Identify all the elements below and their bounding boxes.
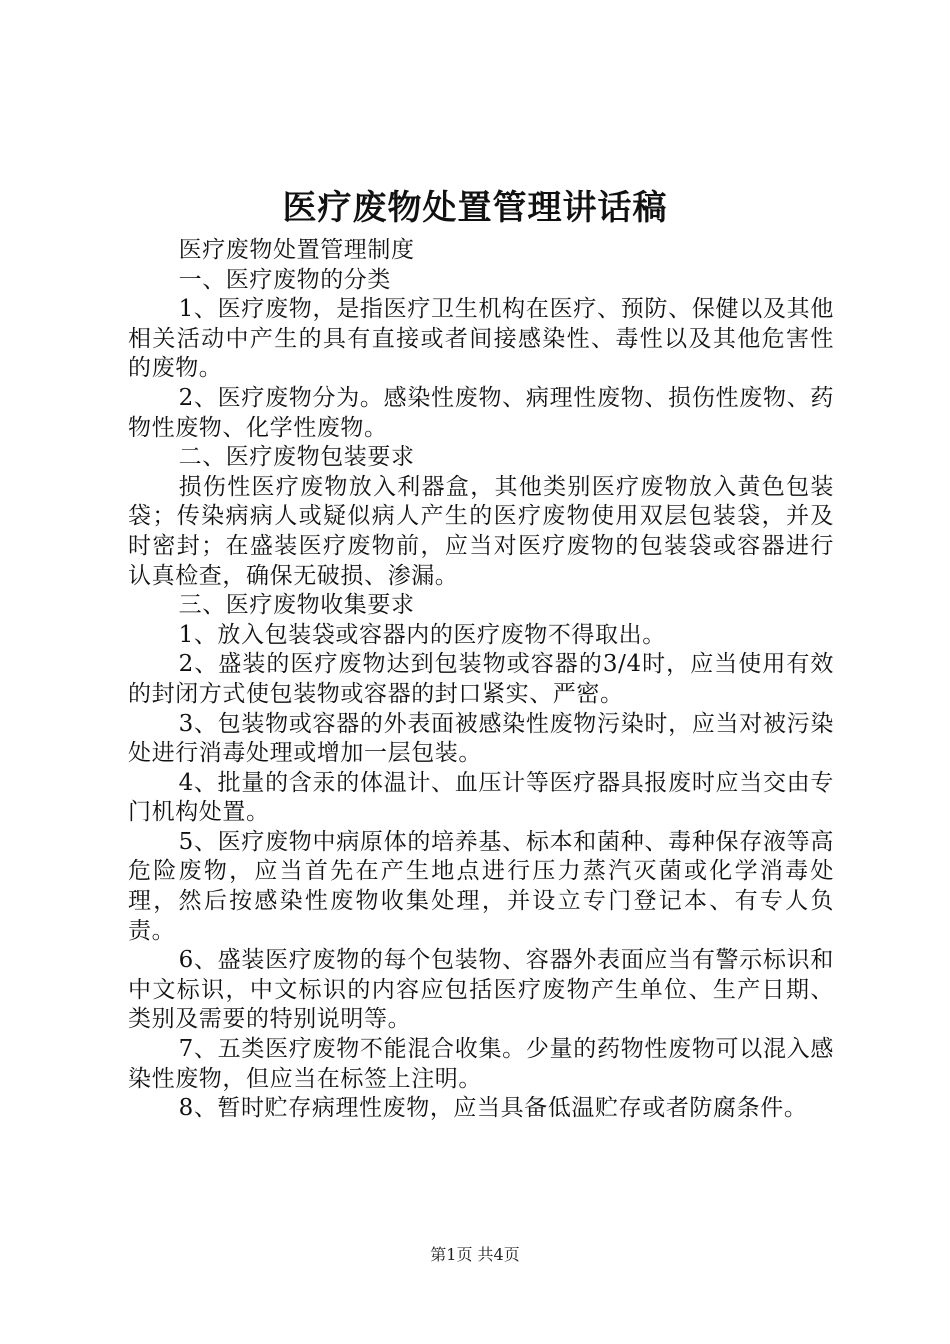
paragraph: 6、盛装医疗废物的每个包装物、容器外表面应当有警示标识和中文标识，中文标识的内容应包括医疗废物产生单位、生产日期、类别及需要的特别说明等。: [128, 947, 834, 1033]
paragraph: 1、放入包装袋或容器内的医疗废物不得取出。: [178, 621, 666, 648]
paragraph: 8、暂时贮存病理性废物，应当具备低温贮存或者防腐条件。: [178, 1095, 808, 1122]
section-heading: 二、医疗废物包装要求: [178, 444, 415, 471]
paragraph: 医疗废物处置管理制度: [178, 237, 415, 263]
paragraph: 2、医疗废物分为。感染性废物、病理性废物、损伤性废物、药物性废物、化学性废物。: [128, 384, 834, 441]
page-number-footer: 第1页 共4页: [430, 1245, 520, 1264]
section-heading: 三、医疗废物收集要求: [178, 592, 415, 619]
paragraph: 5、医疗废物中病原体的培养基、标本和菌种、毒种保存液等高危险废物，应当首先在产生地点进行压力蒸汽灭菌或化学消毒处理，然后按感染性废物收集处理，并设立专门登记本、有专人负责。: [128, 828, 834, 944]
paragraph: 损伤性医疗废物放入利器盒，其他类别医疗废物放入黄色包装袋；传染病病人或疑似病人产生的医疗废物使用双层包装袋，并及时密封；在盛装医疗废物前，应当对医疗废物的包装袋或容器进行认真检查，确保无破损、渗漏。: [128, 473, 834, 589]
paragraph: 3、包装物或容器的外表面被感染性废物污染时，应当对被污染处进行消毒处理或增加一层包装。: [128, 710, 834, 767]
document-title: 医疗废物处置管理讲话稿: [282, 188, 668, 228]
paragraph: 2、盛装的医疗废物达到包装物或容器的3/4时，应当使用有效的封闭方式使包装物或容器的封口紧实、严密。: [128, 651, 834, 707]
paragraph: 1、医疗废物，是指医疗卫生机构在医疗、预防、保健以及其他相关活动中产生的具有直接或者间接感染性、毒性以及其他危害性的废物。: [128, 296, 834, 382]
document-body: [128, 236, 834, 1124]
paragraph: 7、五类医疗废物不能混合收集。少量的药物性废物可以混入感染性废物，但应当在标签上注明。: [128, 1036, 834, 1092]
paragraph: 4、批量的含汞的体温计、血压计等医疗器具报废时应当交由专门机构处置。: [128, 769, 834, 826]
section-heading: 一、医疗废物的分类: [178, 266, 391, 293]
